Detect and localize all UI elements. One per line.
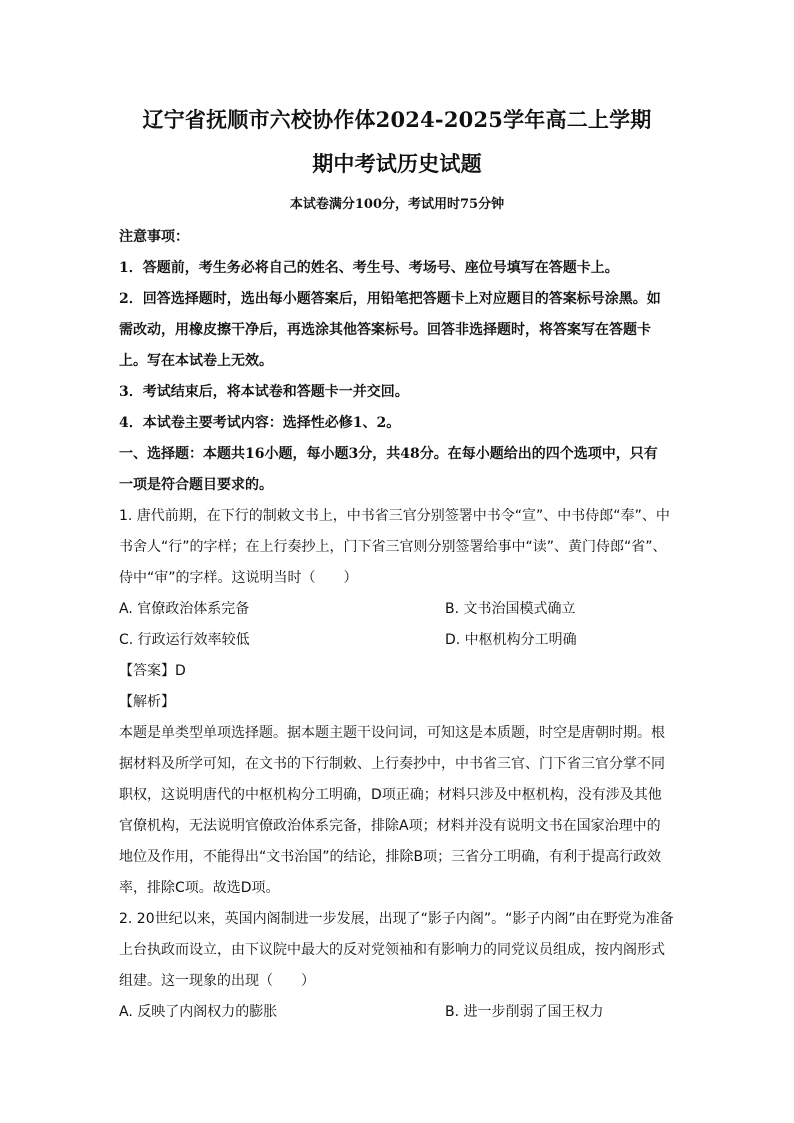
notes-item: 4．本试卷主要考试内容：选择性必修1、2。 xyxy=(119,415,401,431)
exam-subtitle: 本试卷满分100分，考试用时75分钟 xyxy=(289,197,505,212)
analysis-line: 地位及作用，不能得出“文书治国”的结论，排除B项；三省分工明确，有利于提高行政效 xyxy=(119,849,662,865)
option-c: C. 行政运行效率较低 xyxy=(119,632,250,648)
question-stem-line: 侍中“审”的字样。这说明当时（ ） xyxy=(119,570,358,586)
option-a: A. 官僚政治体系完备 xyxy=(119,601,250,617)
notes-heading: 注意事项： xyxy=(119,229,189,245)
section-heading-line1: 一、选择题：本题共16小题，每小题3分，共48分。在每小题给出的四个选项中，只有 xyxy=(119,446,658,462)
analysis-line: 本题是单类型单项选择题。据本题主题干设问词，可知这是本质题，时空是唐朝时期。根 xyxy=(119,725,665,741)
question-options xyxy=(119,997,675,1028)
option-a: A. 反映了内阁权力的膨胀 xyxy=(119,1004,278,1020)
question-options xyxy=(119,594,675,656)
notes-item: 3．考试结束后，将本试卷和答题卡一并交回。 xyxy=(119,384,409,400)
analysis-line: 率，排除C项。故选D项。 xyxy=(119,880,280,896)
question-stem-line: 1. 唐代前期，在下行的制敕文书上，中书省三官分别签署中书令“宣”、中书侍郎“奉”、中 xyxy=(119,508,670,524)
question-2 xyxy=(119,904,675,1028)
analysis-line: 官僚机构，无法说明官僚政治体系完备，排除A项；材料并没有说明文书在国家治理中的 xyxy=(119,818,661,834)
option-d: D. 中枢机构分工明确 xyxy=(445,632,577,648)
analysis-label: 【解析】 xyxy=(119,694,175,710)
answer-label: 【答案】D xyxy=(119,663,186,679)
exam-title-line1: 辽宁省抚顺市六校协作体2024-2025学年高二上学期 xyxy=(142,107,652,132)
notes-item: 上。写在本试卷上无效。 xyxy=(119,353,273,369)
notes-item: 需改动，用橡皮擦干净后，再选涂其他答案标号。回答非选择题时，将答案写在答题卡 xyxy=(119,322,651,338)
notes-item: 1．答题前，考生务必将自己的姓名、考生号、考场号、座位号填写在答题卡上。 xyxy=(119,260,619,276)
option-b: B. 文书治国模式确立 xyxy=(445,601,576,617)
question-stem-line: 2. 20世纪以来，英国内阁制进一步发展，出现了“影子内阁”。“影子内阁”由在野党为准备 xyxy=(119,911,674,927)
section-heading-line2: 一项是符合题目要求的。 xyxy=(119,477,273,493)
exam-title-line2: 期中考试历史试题 xyxy=(312,151,482,176)
analysis-line: 职权，这说明唐代的中枢机构分工明确，D项正确；材料只涉及中枢机构，没有涉及其他 xyxy=(119,787,662,803)
option-b: B. 进一步削弱了国王权力 xyxy=(445,1004,604,1020)
question-stem-line: 组建。这一现象的出现（ ） xyxy=(119,973,315,989)
question-stem-line: 书舍人“行”的字样；在上行奏抄上，门下省三官则分别签署给事中“读”、黄门侍郎“省”、 xyxy=(119,539,667,555)
page-content xyxy=(119,100,675,1028)
notes-item: 2．回答选择题时，选出每小题答案后，用铅笔把答题卡上对应题目的答案标号涂黑。如 xyxy=(119,291,661,307)
analysis-line: 据材料及所学可知，在文书的下行制敕、上行奏抄中，中书省三官、门下省三官分掌不同 xyxy=(119,756,665,772)
question-stem-line: 上台执政而设立，由下议院中最大的反对党领袖和有影响力的同党议员组成，按内阁形式 xyxy=(119,942,665,958)
question-1 xyxy=(119,501,675,904)
